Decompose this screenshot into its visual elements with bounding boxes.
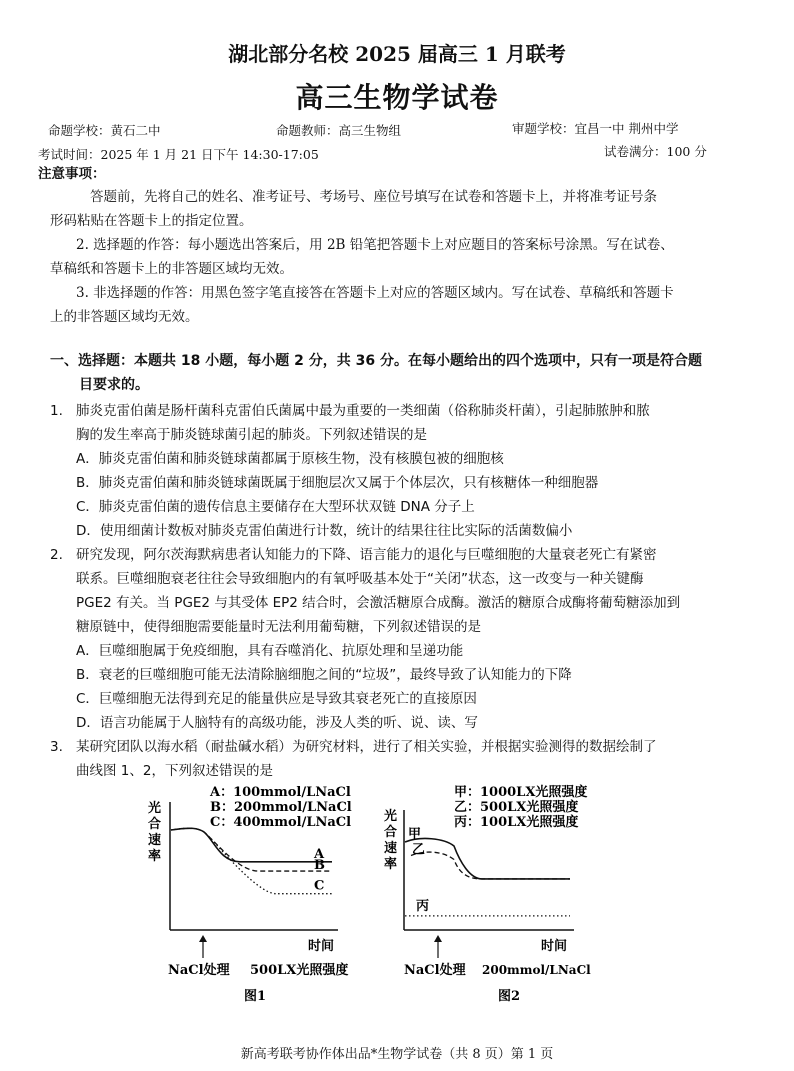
fig1-legend-c: C：400mmol/LNaCl (210, 815, 352, 830)
chart2-series-丙-label: 丙 (416, 898, 430, 914)
fig1-title: 图1 (244, 989, 267, 1004)
chart1-series-B-curve (171, 828, 332, 874)
note-2-line-1: 2. 选择题的作答：每小题选出答案后，用 2B 铅笔把答题卡上对应题目的答案标号涂黑。写在试卷、 (76, 237, 674, 253)
fig2-arrow-head (434, 935, 442, 942)
fig2-ylabel-1: 光 (384, 809, 398, 824)
fig2-ylabel-2: 合 (384, 825, 398, 840)
chart1-series-A-label: A (314, 846, 325, 862)
section-1-line-1: 一、选择题：本题共 18 小题，每小题 2 分，共 36 分。在每小题给出的四个选项中，只有一项是符合题 (50, 353, 702, 369)
q2-stem-line-3: PGE2 有关。当 PGE2 与其受体 EP2 结合时，会激活糖原合成酶。激活的糖原合成酶将葡萄糖添加到 (76, 595, 681, 611)
section-1-line-2: 目要求的。 (79, 377, 149, 393)
q1-option-c: C．肺炎克雷伯菌的遗传信息主要储存在大型环状双链 DNA 分子上 (76, 499, 475, 515)
note-1-line-2: 形码粘贴在答题卡上的指定位置。 (50, 213, 253, 229)
fig1-arrow-head (199, 935, 207, 942)
chart2-series-乙-label: 乙 (412, 842, 426, 858)
q2-option-a: A．巨噬细胞属于免疫细胞，具有吞噬消化、抗原处理和呈递功能 (76, 643, 464, 659)
q2-option-c: C．巨噬细胞无法得到充足的能量供应是导致其衰老死亡的直接原因 (76, 691, 477, 707)
q2-number: 2. (50, 547, 63, 563)
chart2-series-甲-label: 甲 (408, 827, 422, 842)
q3-stem-line-2: 曲线图 1、2，下列叙述错误的是 (76, 763, 273, 779)
q1-option-b: B．肺炎克雷伯菌和肺炎链球菌既属于细胞层次又属于个体层次，只有核糖体一种细胞器 (76, 475, 599, 491)
q1-stem-line-2: 胸的发生率高于肺炎链球菌引起的肺炎。下列叙述错误的是 (76, 427, 427, 443)
review-school: 审题学校：宜昌一中 荆州中学 (512, 121, 679, 136)
fig2-arrow-label: NaCl处理 (404, 963, 466, 978)
full-score: 试卷满分：100 分 (604, 144, 707, 159)
fig2-xlabel: 时间 (541, 939, 568, 954)
fig2-ylabel-3: 速 (384, 841, 398, 856)
note-2-line-2: 草稿纸和答题卡上的非答题区域均无效。 (50, 261, 293, 277)
q2-stem-line-1: 研究发现，阿尔茨海默病患者认知能力的下降、语言能力的退化与巨噬细胞的大量衰老死亡有紧密 (76, 547, 657, 563)
q2-stem-line-4: 糖原链中，使得细胞需要能量时无法利用葡萄糖，下列叙述错误的是 (76, 619, 481, 635)
fig1-xlabel: 时间 (308, 939, 335, 954)
fig1-ylabel-3: 速 (148, 833, 162, 848)
paper-title: 高三生物学试卷 (295, 81, 499, 114)
chart2-series-乙-curve (411, 852, 570, 879)
notes-title: 注意事项： (38, 166, 106, 182)
q1-number: 1. (50, 403, 63, 419)
fig2-ylabel-4: 率 (384, 857, 398, 872)
chart1-series-B-label: B (314, 858, 325, 874)
q3-stem-line-1: 某研究团队以海水稻（耐盐碱水稻）为研究材料，进行了相关实验，并根据实验测得的数据绘制了 (76, 739, 657, 755)
fig1-ylabel-2: 合 (148, 817, 162, 832)
q1-stem-line-1: 肺炎克雷伯菌是肠杆菌科克雷伯氏菌属中最为重要的一类细菌（俗称肺炎杆菌），引起肺脓肿和脓 (76, 403, 650, 419)
exam-title: 湖北部分名校 2025 届高三 1 月联考 (228, 42, 566, 66)
setter-school: 命题学校：黄石二中 (48, 123, 161, 138)
note-1-line-1: 答题前，先将自己的姓名、准考证号、考场号、座位号填写在试卷和答题卡上，并将准考证号条 (90, 189, 657, 205)
fig1-condition: 500LX光照强度 (250, 963, 349, 978)
q2-option-d: D．语言功能属于人脑特有的高级功能，涉及人类的听、说、读、写 (76, 715, 478, 731)
fig2-legend-jia: 甲：1000LX光照强度 (454, 785, 588, 800)
fig2-legend-yi: 乙：500LX光照强度 (454, 800, 579, 815)
q3-number: 3. (50, 739, 63, 755)
q1-option-d: D．使用细菌计数板对肺炎克雷伯菌进行计数，统计的结果往往比实际的活菌数偏小 (76, 523, 573, 539)
fig1-legend-a: A：100mmol/LNaCl (210, 785, 351, 800)
setter-teacher: 命题教师：高三生物组 (276, 123, 402, 138)
q1-option-a: A．肺炎克雷伯菌和肺炎链球菌都属于原核生物，没有核膜包被的细胞核 (76, 451, 504, 467)
note-3-line-2: 上的非答题区域均无效。 (50, 309, 199, 325)
chart1-series-A-curve (171, 828, 332, 862)
note-3-line-1: 3. 非选择题的作答：用黑色签字笔直接答在答题卡上对应的答题区域内。写在试卷、草稿纸和答题卡 (76, 285, 674, 301)
figure-1-chart (140, 782, 370, 1008)
fig1-ylabel-1: 光 (148, 801, 162, 816)
chart2-series-甲-curve (405, 839, 570, 879)
chart1-series-C-curve (171, 828, 332, 893)
fig2-legend-bing: 丙：100LX光照强度 (454, 815, 579, 830)
figure-2-chart (376, 782, 606, 1008)
fig1-legend-b: B：200mmol/LNaCl (210, 800, 352, 815)
page-footer: 新高考联考协作体出品*生物学试卷（共 8 页）第 1 页 (240, 1047, 554, 1062)
q2-stem-line-2: 联系。巨噬细胞衰老往往会导致细胞内的有氧呼吸基本处于“关闭”状态，这一改变与一种关键酶 (76, 571, 644, 587)
fig2-condition: 200mmol/LNaCl (482, 963, 591, 977)
fig1-arrow-label: NaCl处理 (168, 963, 230, 978)
exam-time: 考试时间：2025 年 1 月 21 日下午 14:30-17:05 (38, 147, 319, 162)
chart1-series-C-label: C (314, 878, 325, 894)
fig2-title: 图2 (498, 989, 521, 1004)
q2-option-b: B．衰老的巨噬细胞可能无法清除脑细胞之间的“垃圾”，最终导致了认知能力的下降 (76, 667, 572, 683)
fig1-ylabel-4: 率 (148, 849, 162, 864)
